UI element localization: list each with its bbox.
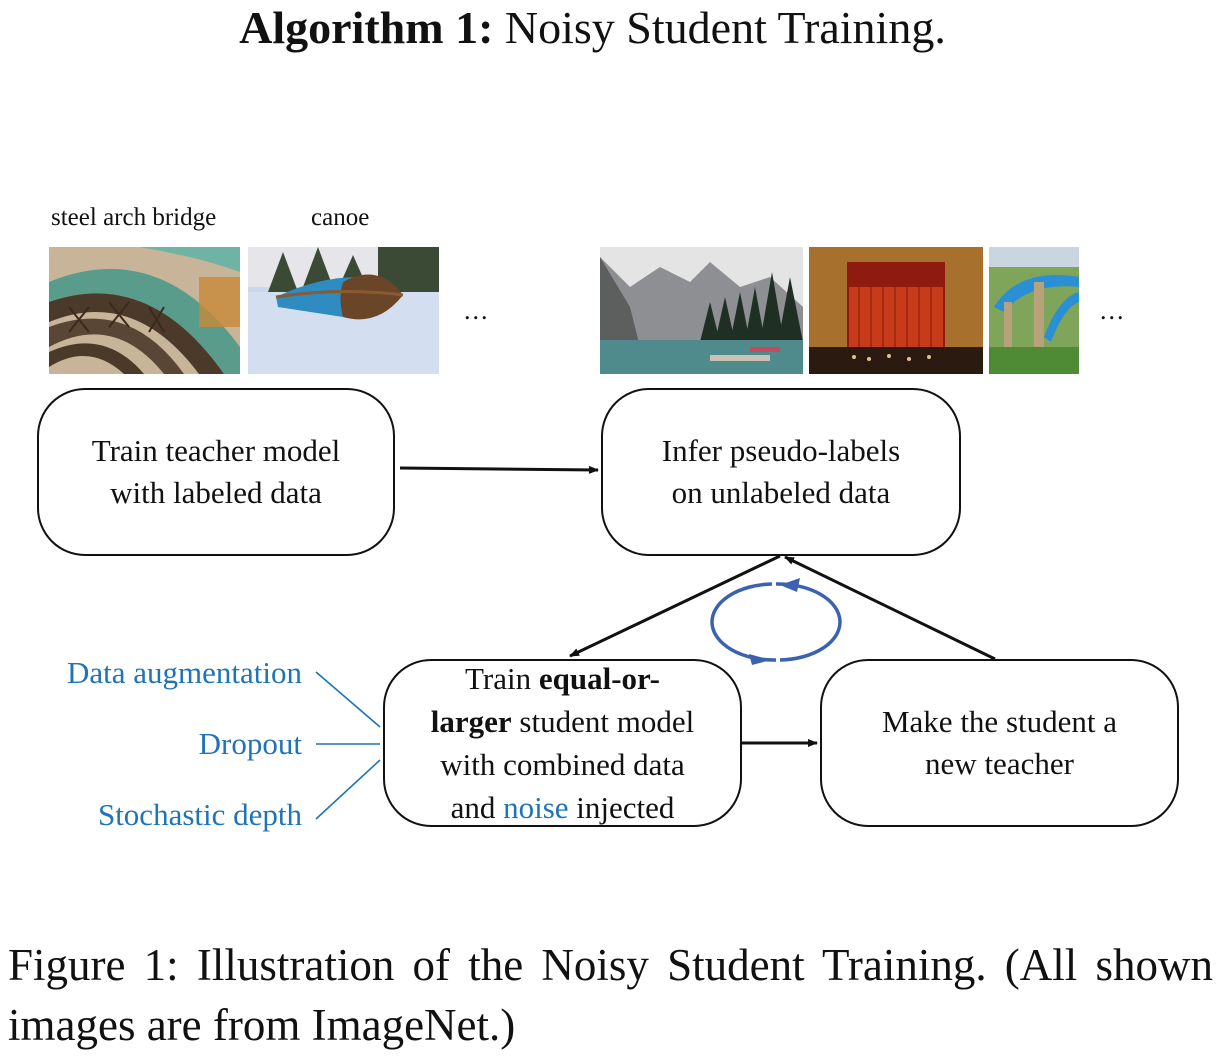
student-text-1: Train (465, 661, 539, 696)
image-label-steel-arch-bridge: steel arch bridge (51, 204, 217, 231)
student-text-2: student model (511, 704, 695, 739)
infer-line2: on unlabeled data (671, 475, 891, 510)
arrow-new-teacher-to-infer (785, 557, 995, 659)
train-teacher-line1: Train teacher model (91, 433, 341, 468)
noise-label-stochastic-depth: Stochastic depth (97, 797, 302, 832)
new-teacher-line2: new teacher (925, 746, 1074, 781)
image-label-canoe: canoe (311, 204, 370, 231)
algorithm-title-number: Algorithm 1: (239, 2, 494, 53)
new-teacher-line1: Make the student a (881, 704, 1117, 739)
labeled-images-ellipsis: ... (464, 296, 490, 325)
unlabeled-images-ellipsis: ... (1100, 296, 1126, 325)
make-new-teacher-box (820, 659, 1179, 827)
train-teacher-box (37, 388, 395, 556)
infer-pseudo-labels-box (601, 388, 961, 556)
student-text-3: with combined data (440, 747, 685, 782)
student-text-4: and (450, 790, 504, 825)
connector-stochastic-depth (316, 760, 380, 819)
arrow-teacher-to-infer (400, 468, 598, 470)
algorithm-title-text: Noisy Student Training. (493, 2, 946, 53)
train-teacher-line2: with labeled data (110, 475, 322, 510)
infer-line1: Infer pseudo-labels (661, 433, 901, 468)
noise-label-dropout: Dropout (198, 726, 302, 761)
noise-label-data-augmentation: Data augmentation (67, 655, 302, 690)
cycle-icon (712, 584, 840, 660)
noise-keyword: noise (503, 790, 569, 825)
student-bold-1: equal-or- (538, 661, 660, 696)
figure-caption: Figure 1: Illustration of the Noisy Student Training. (All shown images are from ImageNet.) (8, 940, 1213, 1050)
connector-data-augmentation (316, 672, 380, 727)
student-bold-2: larger (430, 704, 512, 739)
student-text-5: injected (568, 790, 675, 825)
train-student-box (383, 659, 742, 827)
arrow-infer-to-student (570, 556, 780, 656)
